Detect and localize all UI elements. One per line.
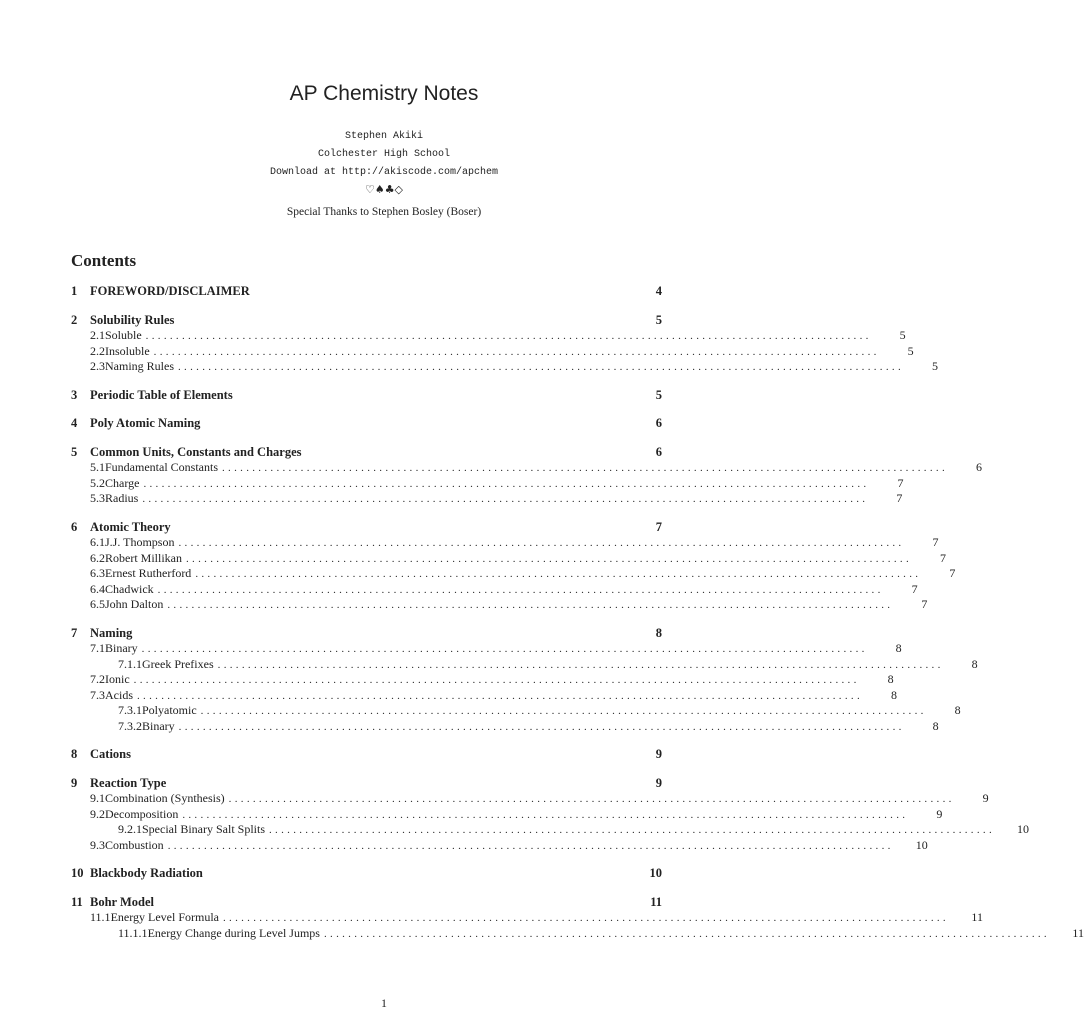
toc-entry-page: 8 [932, 718, 939, 733]
toc-entry-title: Common Units, Constants and Charges [90, 444, 302, 459]
toc-entry-number: 7 [71, 625, 78, 640]
toc-entry-page: 5 [932, 359, 938, 373]
toc-entry-number: 9.2 [90, 806, 105, 821]
toc-entry-title: Polyatomic [142, 703, 197, 717]
toc-entry-page: 11 [650, 894, 662, 909]
toc-entry-title: Poly Atomic Naming [90, 416, 201, 430]
toc-entry-page: 6 [655, 444, 662, 459]
toc-entry-page: 7 [655, 519, 662, 534]
toc-entry-number: 2 [71, 312, 78, 327]
toc-subsection-entry[interactable] [90, 687, 897, 703]
toc-entry-number: 6.4 [90, 581, 105, 596]
toc-entry-title: Combustion [105, 837, 164, 852]
toc-subsection-entry[interactable] [90, 475, 904, 491]
toc-entry-title: Solubility Rules [90, 312, 175, 327]
toc-entry-page: 11 [971, 910, 983, 924]
toc-entry-title: Cations [90, 747, 131, 761]
toc-entry-number: 7.2 [90, 672, 105, 686]
contents-heading: Contents [71, 251, 137, 270]
toc-entry-page: 8 [954, 703, 961, 717]
school-name: Colchester High School [317, 149, 451, 160]
toc-entry-title: Chadwick [105, 581, 154, 596]
toc-entry-number: 5.3 [90, 491, 105, 505]
toc-leader-dots: ........................................................................................................................ [178, 361, 904, 373]
toc-subsection-entry[interactable] [90, 672, 894, 687]
toc-leader-dots: ........................................................................................................................ [157, 583, 884, 596]
toc-entry-title: Charge [105, 475, 140, 490]
toc-entry-page: 8 [895, 641, 902, 655]
toc-entry-number: 6.2 [90, 550, 105, 565]
toc-subsection-entry[interactable] [90, 491, 903, 506]
toc-entry-title: Combination (Synthesis) [105, 791, 225, 805]
document-title: AP Chemistry Notes [289, 82, 479, 105]
toc-entry-title: Naming Rules [105, 359, 174, 373]
toc-entry-title: Periodic Table of Elements [90, 387, 233, 402]
toc-subsection-entry[interactable] [90, 581, 918, 597]
toc-entry-title: Blackbody Radiation [90, 866, 203, 880]
toc-section-entry[interactable] [71, 866, 662, 881]
toc-entry-number: 7.3 [90, 687, 105, 702]
toc-section-entry[interactable] [71, 416, 662, 431]
toc-entry-number: 5 [71, 444, 78, 459]
toc-subsection-entry[interactable] [118, 703, 961, 718]
toc-entry-title: Robert Millikan [105, 550, 182, 565]
toc-entry-number: 5.1 [90, 460, 105, 474]
toc-entry-number: 11 [71, 894, 83, 909]
toc-entry-page: 7 [921, 597, 928, 611]
toc-entry-title: Special Binary Salt Splits [142, 822, 265, 836]
toc-subsection-entry[interactable] [90, 328, 906, 343]
toc-entry-number: 7.3.2 [118, 718, 142, 733]
toc-entry-title: Atomic Theory [90, 519, 171, 534]
toc-entry-number: 6.5 [90, 597, 105, 611]
toc-entry-title: Acids [105, 687, 133, 702]
toc-entry-page: 5 [899, 328, 906, 342]
toc-entry-title: John Dalton [105, 597, 164, 611]
toc-leader-dots: ........................................................................................................................ [178, 537, 905, 549]
toc-entry-page: 10 [649, 866, 662, 880]
toc-leader-dots: ........................................................................................................................ [178, 720, 905, 733]
toc-subsection-entry[interactable] [90, 806, 943, 822]
toc-section-entry[interactable] [71, 747, 662, 762]
toc-entry-title: Bohr Model [90, 894, 155, 909]
toc-section-entry[interactable] [71, 388, 662, 403]
toc-section-entry[interactable] [71, 776, 662, 791]
toc-section-entry[interactable] [71, 626, 662, 641]
toc-subsection-entry[interactable] [90, 641, 902, 656]
toc-entry-number: 11.1 [90, 910, 111, 924]
toc-entry-page: 10 [915, 837, 928, 852]
toc-leader-dots: ........................................................................................................................ [200, 705, 927, 717]
toc-leader-dots: ........................................................................................................................ [167, 599, 894, 611]
toc-entry-number: 3 [71, 387, 78, 402]
toc-entry-page: 7 [897, 475, 904, 490]
toc-entry-title: Binary [142, 718, 175, 733]
toc-subsection-entry[interactable] [90, 597, 928, 612]
toc-entry-number: 6.1 [90, 535, 105, 549]
page-number: 1 [381, 996, 387, 1010]
toc-entry-number: 4 [71, 416, 78, 430]
toc-leader-dots: ........................................................................................................................ [228, 793, 955, 805]
card-suits-ornament: ♡♠♣◇ [364, 183, 404, 196]
toc-entry-title: Greek Prefixes [142, 656, 214, 671]
toc-entry-number: 6 [71, 519, 78, 534]
toc-entry-page: 8 [891, 687, 897, 702]
toc-entry-page: 4 [655, 284, 662, 298]
toc-entry-page: 7 [911, 581, 918, 596]
toc-subsection-entry[interactable] [90, 460, 982, 475]
toc-leader-dots: ........................................................................................................................ [141, 643, 868, 655]
toc-entry-title: Energy Level Formula [110, 910, 219, 924]
toc-entry-page: 7 [932, 535, 939, 549]
toc-subsection-entry[interactable] [118, 656, 978, 672]
toc-entry-page: 6 [655, 416, 662, 430]
toc-section-entry[interactable] [71, 895, 662, 910]
toc-section-entry[interactable] [71, 313, 662, 328]
toc-entry-title: FOREWORD/DISCLAIMER [90, 284, 250, 298]
toc-entry-title: Reaction Type [90, 775, 167, 790]
toc-entry-page: 7 [949, 566, 956, 580]
toc-entry-number: 10 [71, 866, 84, 880]
toc-entry-page: 9 [982, 791, 989, 805]
toc-entry-page: 5 [655, 387, 662, 402]
toc-entry-number: 2.3 [90, 359, 105, 373]
toc-leader-dots: ........................................................................................................................ [269, 824, 995, 836]
toc-entry-title: Soluble [105, 328, 142, 342]
toc-entry-number: 9.2.1 [118, 822, 142, 836]
toc-entry-title: Energy Change during Level Jumps [147, 925, 320, 940]
toc-entry-title: Ionic [105, 672, 130, 686]
toc-leader-dots: ........................................................................................................................ [142, 493, 869, 505]
toc-subsection-entry[interactable] [90, 343, 914, 359]
toc-leader-dots: ........................................................................................................................ [143, 477, 870, 490]
toc-entry-number: 9.3 [90, 837, 105, 852]
toc-entry-title: Ernest Rutherford [105, 566, 192, 580]
toc-entry-number: 7.1 [90, 641, 105, 655]
toc-entry-page: 9 [655, 747, 662, 761]
toc-leader-dots: ........................................................................................................................ [323, 927, 1050, 940]
toc-entry-page: 6 [976, 460, 982, 474]
toc-entry-number: 9.1 [90, 791, 105, 805]
toc-entry-number: 7.3.1 [118, 703, 142, 717]
toc-entry-page: 7 [896, 491, 903, 505]
toc-subsection-entry[interactable] [118, 822, 1029, 837]
toc-entry-title: J.J. Thompson [105, 535, 175, 549]
toc-entry-number: 8 [71, 747, 78, 761]
toc-entry-number: 11.1.1 [118, 925, 148, 940]
toc-leader-dots: ........................................................................................................................ [137, 689, 863, 702]
toc-subsection-entry[interactable] [90, 566, 956, 581]
toc-subsection-entry[interactable] [90, 550, 946, 566]
toc-section-entry[interactable] [71, 284, 662, 299]
toc-subsection-entry[interactable] [90, 837, 928, 853]
toc-entry-number: 2.2 [90, 343, 105, 358]
toc-entry-number: 5.2 [90, 475, 105, 490]
toc-leader-dots: ........................................................................................................................ [217, 658, 944, 671]
toc-entry-page: 10 [1017, 822, 1029, 836]
toc-entry-page: 9 [936, 806, 943, 821]
toc-entry-page: 8 [971, 656, 978, 671]
toc-entry-page: 11 [1072, 925, 1084, 940]
toc-leader-dots: ........................................................................................................................ [153, 345, 880, 358]
download-link-text: Download at http://akiscode.com/apchem [269, 167, 499, 178]
toc-entry-title: Radius [105, 491, 139, 505]
toc-entry-title: Fundamental Constants [105, 460, 218, 474]
toc-leader-dots: ........................................................................................................................ [133, 674, 860, 686]
toc-leader-dots: ........................................................................................................................ [182, 808, 909, 821]
toc-entry-number: 7.1.1 [118, 656, 142, 671]
toc-subsection-entry[interactable] [90, 910, 983, 925]
toc-entry-page: 8 [887, 672, 894, 686]
toc-section-entry[interactable] [71, 520, 662, 535]
toc-entry-page: 7 [940, 550, 946, 565]
toc-leader-dots: ........................................................................................................................ [195, 568, 922, 580]
toc-leader-dots: ........................................................................................................................ [222, 462, 948, 474]
toc-entry-number: 9 [71, 775, 78, 790]
toc-subsection-entry[interactable] [118, 718, 939, 734]
toc-subsection-entry[interactable] [90, 791, 989, 806]
toc-entry-title: Decomposition [105, 806, 179, 821]
toc-entry-title: Binary [105, 641, 138, 655]
toc-entry-page: 9 [655, 775, 662, 790]
thanks-line: Special Thanks to Stephen Bosley (Boser) [286, 206, 482, 218]
toc-leader-dots: ........................................................................................................................ [186, 552, 912, 565]
toc-entry-number: 6.3 [90, 566, 105, 580]
toc-entry-page: 5 [655, 312, 662, 327]
toc-subsection-entry[interactable] [90, 535, 939, 550]
toc-entry-page: 5 [907, 343, 914, 358]
toc-section-entry[interactable] [71, 445, 662, 460]
toc-leader-dots: ........................................................................................................................ [222, 912, 949, 924]
toc-entry-number: 1 [71, 284, 78, 298]
toc-entry-title: Naming [90, 625, 133, 640]
toc-subsection-entry[interactable] [90, 359, 938, 374]
author-name: Stephen Akiki [344, 131, 423, 142]
toc-entry-title: Insoluble [105, 343, 150, 358]
toc-leader-dots: ........................................................................................................................ [167, 839, 894, 852]
toc-entry-page: 8 [655, 625, 662, 640]
toc-entry-number: 2.1 [90, 328, 105, 342]
toc-subsection-entry[interactable] [118, 925, 1084, 941]
toc-leader-dots: ........................................................................................................................ [145, 330, 872, 342]
